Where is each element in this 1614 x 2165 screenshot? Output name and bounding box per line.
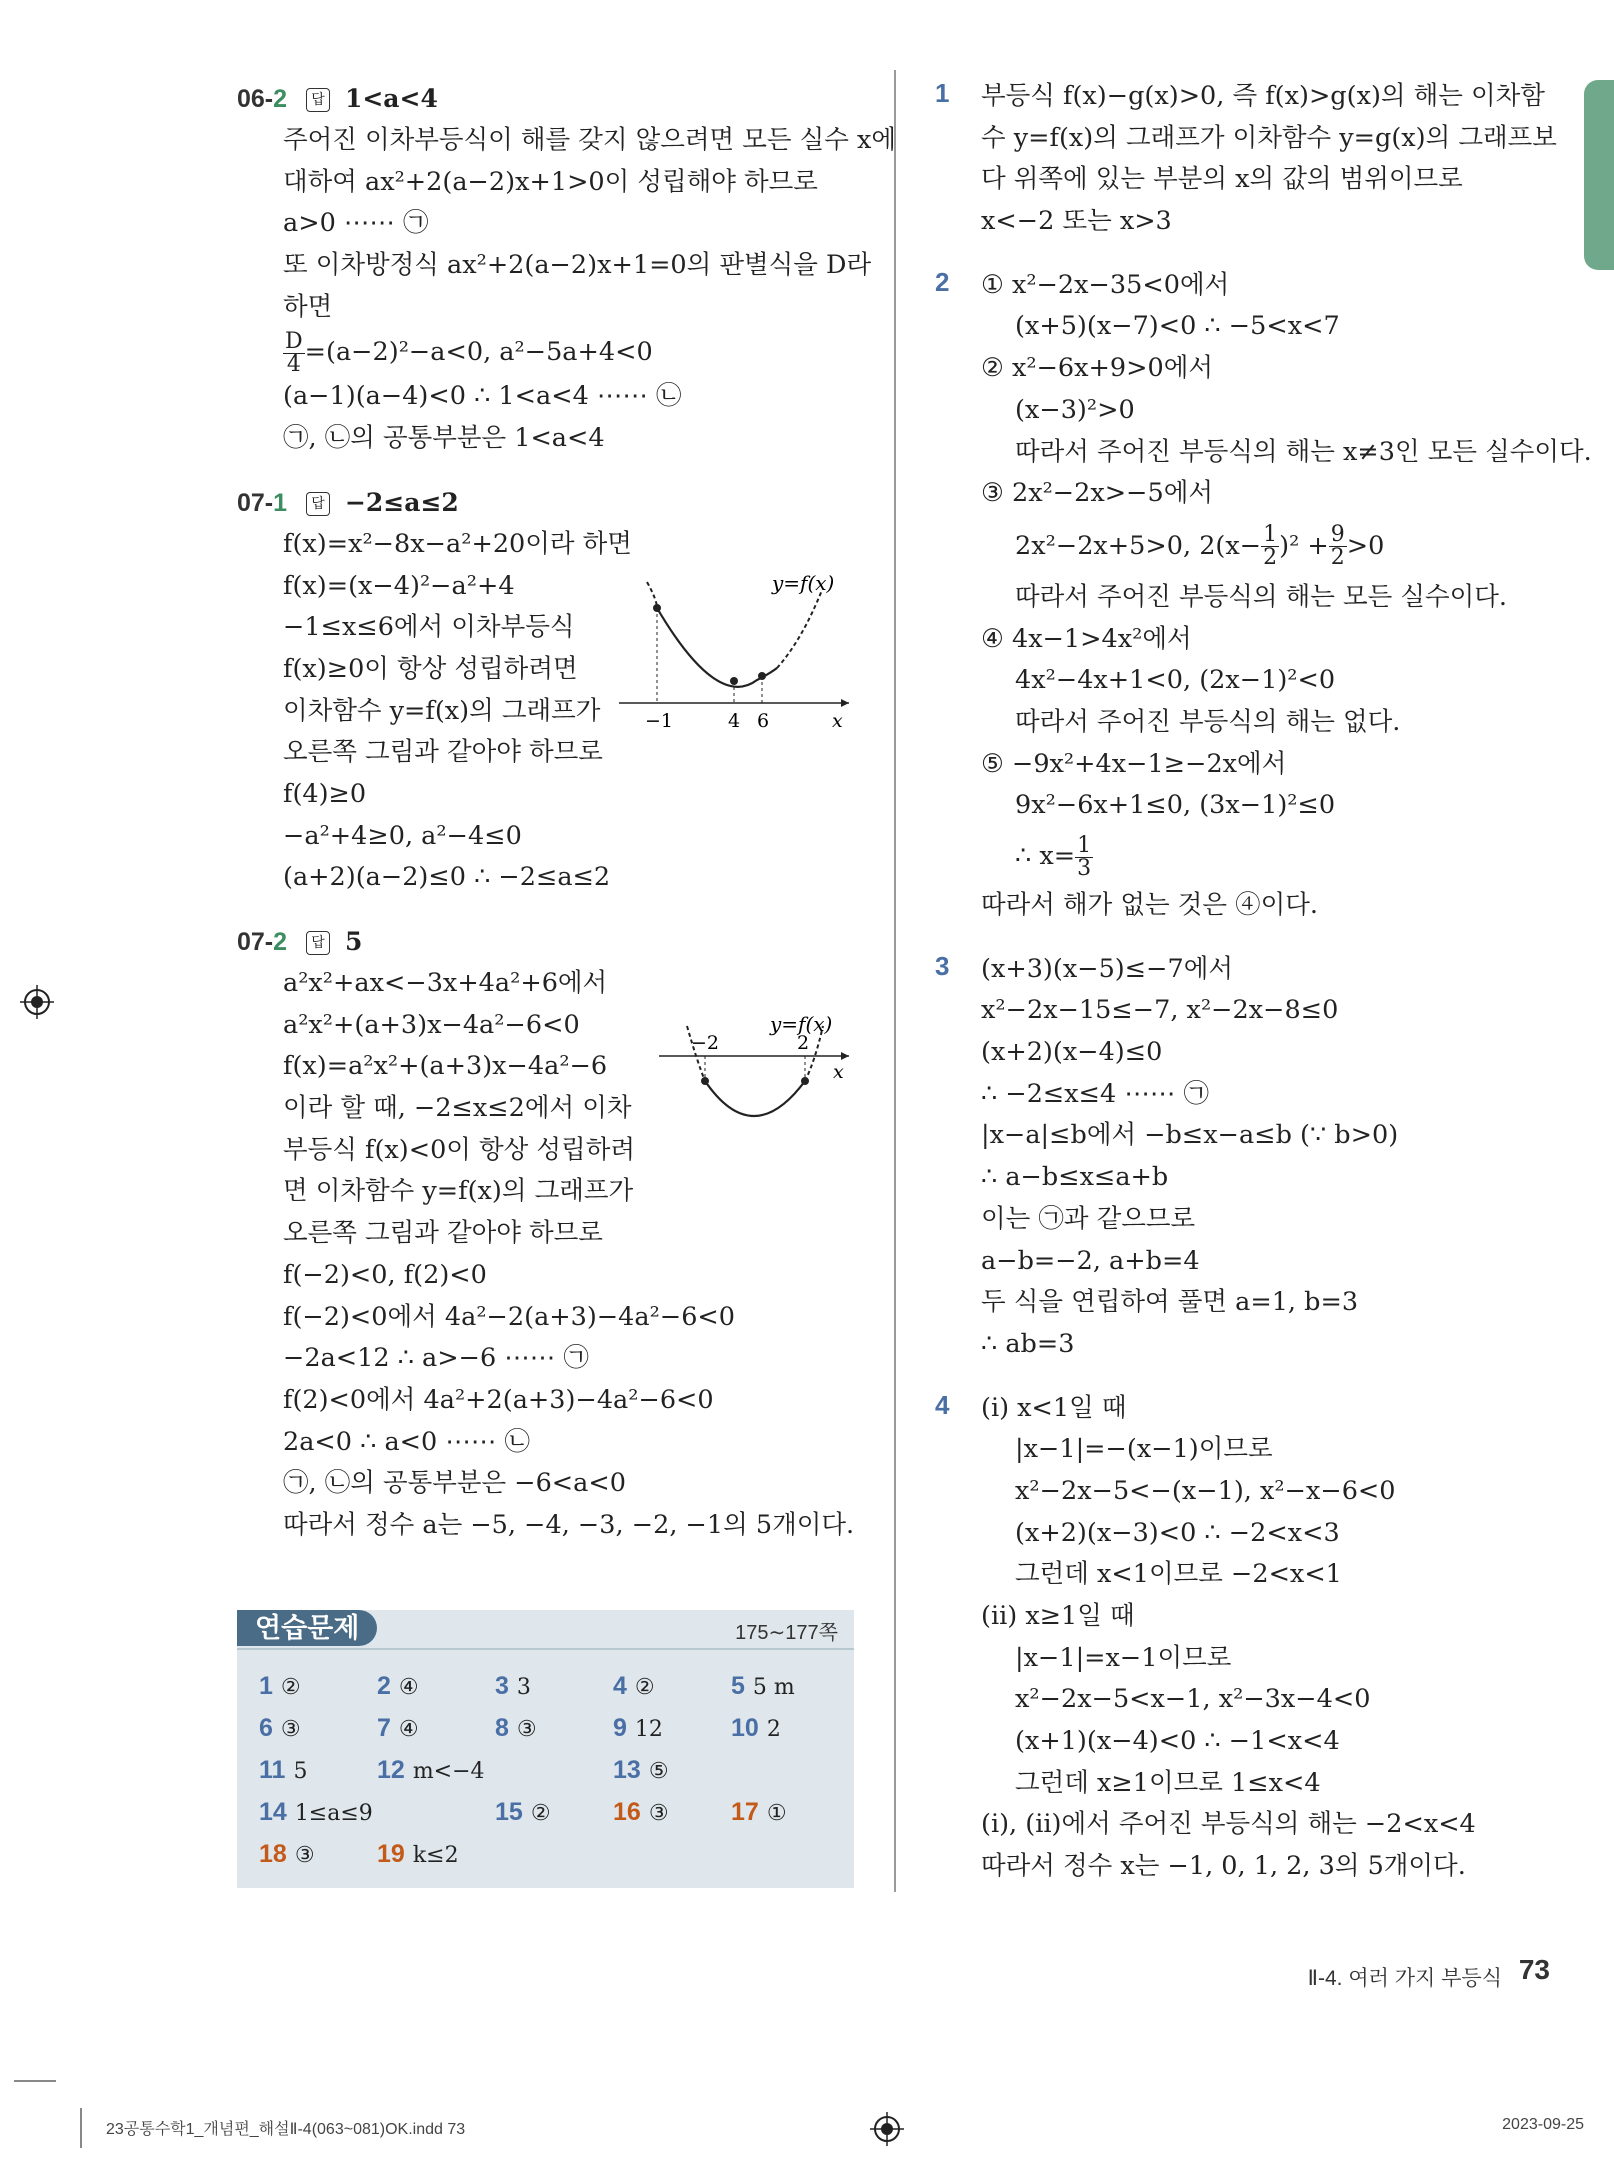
practice-answer: 10 2 <box>731 1714 781 1742</box>
text-line: ∴ ab=3 <box>981 1328 1075 1359</box>
text-line: ㉠, ㉡의 공통부분은 −6<a<0 <box>283 1468 626 1499</box>
crop-mark <box>14 2080 56 2082</box>
text-line: ② x²−6x+9>0에서 <box>981 353 1213 384</box>
axis-label: x <box>833 1061 844 1083</box>
point <box>653 604 661 612</box>
problem-header: 07-2 답 5 <box>237 927 363 956</box>
curve-dashed-left <box>647 582 657 608</box>
practice-answers-box <box>237 1610 854 1888</box>
answer-badge: 답 <box>306 492 330 516</box>
text-line: 따라서 주어진 부등식의 해는 없다. <box>1015 706 1401 737</box>
practice-answer: 16 ③ <box>613 1798 669 1826</box>
problem-header: 06-2 답 1<a<4 <box>237 84 438 113</box>
chapter-tab <box>1584 80 1614 270</box>
text-line: f(−2)<0, f(2)<0 <box>283 1259 487 1290</box>
fraction: $\frac{1}{3}$ <box>1077 832 1092 881</box>
text-line: ㉠, ㉡의 공통부분은 1<a<4 <box>283 423 605 454</box>
text-line: −a²+4≥0, a²−4≤0 <box>283 820 522 851</box>
practice-answer: 13 ⑤ <box>613 1756 669 1784</box>
text-line: (ⅰ), (ⅱ)에서 주어진 부등식의 해는 −2<x<4 <box>981 1809 1476 1840</box>
text-line: 오른쪽 그림과 같아야 하므로 <box>283 1218 603 1249</box>
solution-07-1 <box>237 482 857 899</box>
parabola-graph <box>657 1011 857 1151</box>
column-divider <box>894 70 896 1892</box>
problem-number: 3 <box>935 950 950 981</box>
answer-badge: 답 <box>306 88 330 112</box>
problem-number: 4 <box>935 1389 950 1420</box>
solution-06-2 <box>237 78 897 460</box>
point <box>758 672 766 680</box>
axis-label: x <box>832 709 843 732</box>
text-line: x²−2x−5<−(x−1), x²−x−6<0 <box>1015 1475 1396 1506</box>
text-line: (x+2)(x−3)<0 ∴ −2<x<3 <box>1015 1517 1340 1548</box>
text-line: (a+2)(a−2)≤0 ∴ −2≤a≤2 <box>283 862 611 893</box>
text-line: (x+1)(x−4)<0 ∴ −1<x<4 <box>1015 1726 1340 1757</box>
answer-value: −2≤a≤2 <box>344 487 459 517</box>
text-line: a²x²+(a+3)x−4a²−6<0 <box>283 1009 580 1040</box>
practice-answer: 6 ③ <box>259 1714 301 1742</box>
answer-badge: 답 <box>306 931 330 955</box>
page-number: 73 <box>1518 1954 1550 1985</box>
practice-answer: 9 12 <box>613 1714 663 1742</box>
text-line: |x−1|=x−1이므로 <box>1015 1642 1232 1673</box>
text-line: ∴ a−b≤x≤a+b <box>981 1162 1169 1193</box>
text-line: 대하여 ax²+2(a−2)x+1>0이 성립해야 하므로 <box>283 166 818 197</box>
text-line: 따라서 주어진 부등식의 해는 x≠3인 모든 실수이다. <box>1015 436 1592 467</box>
curve-dashed-right <box>777 590 822 668</box>
text-line: f(x)=a²x²+(a+3)x−4a²−6 <box>283 1051 608 1082</box>
section-title: Ⅱ-4. 여러 가지 부등식 <box>1307 1967 1502 1990</box>
right-column <box>935 76 1592 1888</box>
text-line: ① x²−2x−35<0에서 <box>981 269 1230 300</box>
text-line: 부등식 f(x)<0이 항상 성립하려 <box>283 1134 635 1165</box>
text-line: 따라서 정수 a는 −5, −4, −3, −2, −1의 5개이다. <box>283 1509 855 1540</box>
text-line: a²x²+ax<−3x+4a²+6에서 <box>283 968 608 998</box>
practice-answer: 15 ② <box>495 1798 551 1826</box>
text-line: 9x²−6x+1≤0, (3x−1)²≤0 <box>1015 790 1336 821</box>
text-line: 이는 ㉠과 같으므로 <box>981 1203 1196 1234</box>
practice-answer: 17 ① <box>731 1798 787 1826</box>
x-axis-arrow <box>841 699 849 707</box>
tick-label: 2 <box>797 1032 810 1054</box>
practice-pages: 175∼177쪽 <box>735 1622 838 1644</box>
text-line: 2a<0 ∴ a<0 ⋯⋯ ㉡ <box>283 1426 530 1457</box>
text-line: |x−a|≤b에서 −b≤x−a≤b (∵ b>0) <box>981 1120 1399 1151</box>
solution-2 <box>935 265 1592 927</box>
x-axis-arrow <box>841 1052 849 1060</box>
text-line: 그런데 x<1이므로 −2<x<1 <box>1015 1559 1342 1590</box>
text-line: x<−2 또는 x>3 <box>981 206 1172 237</box>
point <box>701 1077 709 1085</box>
crop-mark <box>80 2108 82 2148</box>
text-line: |x−1|=−(x−1)이므로 <box>1015 1434 1273 1465</box>
practice-answer: 2 ④ <box>377 1672 419 1700</box>
text-line: x²−2x−15≤−7, x²−2x−8≤0 <box>981 995 1339 1026</box>
curve-label: y=f(x) <box>772 570 835 595</box>
text-line: f(x)=x²−8x−a²+20이라 하면 <box>283 528 632 559</box>
text-line: f(−2)<0에서 4a²−2(a+3)−4a²−6<0 <box>283 1301 736 1332</box>
problem-header: 07-1 답 −2≤a≤2 <box>237 487 459 517</box>
print-date: 2023-09-25 <box>1502 2116 1584 2133</box>
text-line: ∴ x= $\frac{1}{3}$ <box>1015 832 1092 881</box>
practice-answer: 11 5 <box>259 1756 308 1784</box>
answer-value: 5 <box>344 927 363 956</box>
text-line: f(x)=(x−4)²−a²+4 <box>283 570 515 601</box>
text-line: 하면 <box>283 291 333 322</box>
text-line: f(2)<0에서 4a²+2(a+3)−4a²−6<0 <box>283 1384 714 1415</box>
solution-07-2 <box>237 921 857 1547</box>
text-line: 그런데 x≥1이므로 1≤x<4 <box>1015 1767 1321 1798</box>
fraction: $\frac{9}{2}$ <box>1330 522 1345 571</box>
text-line: ⑤ −9x²+4x−1≥−2x에서 <box>981 748 1287 779</box>
text-line: (x+5)(x−7)<0 ∴ −5<x<7 <box>1015 311 1340 342</box>
text-line: (ⅱ) x≥1일 때 <box>981 1601 1135 1631</box>
solution-1 <box>935 76 1570 243</box>
text-line: 따라서 정수 x는 −1, 0, 1, 2, 3의 5개이다. <box>981 1851 1466 1882</box>
practice-answer: 18 ③ <box>259 1840 315 1868</box>
text-line: −2a<12 ∴ a>−6 ⋯⋯ ㉠ <box>283 1343 589 1374</box>
registration-mark-icon <box>20 985 54 1019</box>
solution-3 <box>935 949 1570 1366</box>
tick-label: 6 <box>757 709 770 732</box>
text-line: (a−1)(a−4)<0 ∴ 1<a<4 ⋯⋯ ㉡ <box>283 381 682 412</box>
text-line: a>0 ⋯⋯ ㉠ <box>283 208 429 239</box>
left-column <box>237 78 897 1547</box>
practice-answer: 14 1≤a≤9 <box>259 1798 373 1826</box>
text-line: ④ 4x−1>4x²에서 <box>981 623 1192 654</box>
tick-label: −2 <box>691 1032 720 1054</box>
practice-answer: 1 ② <box>259 1672 301 1700</box>
text-line: (ⅰ) x<1일 때 <box>981 1392 1127 1423</box>
practice-title: 연습문제 <box>237 1610 377 1646</box>
problem-number: 2 <box>935 266 950 297</box>
text-line: a−b=−2, a+b=4 <box>981 1245 1200 1276</box>
text-line: f(x)≥0이 항상 성립하려면 <box>283 653 578 684</box>
point <box>801 1077 809 1085</box>
text-line: $\frac{D}{4}$ =(a−2)²−a<0, a²−5a+4<0 <box>285 328 653 377</box>
curve-label: y=f(x) <box>770 1012 833 1036</box>
text-line: f(4)≥0 <box>283 778 367 809</box>
fraction: $\frac{1}{2}$ <box>1263 522 1278 571</box>
text-line: 이라 할 때, −2≤x≤2에서 이차 <box>283 1093 632 1124</box>
text-line: (x+2)(x−4)≤0 <box>981 1037 1163 1068</box>
text-line: 2x²−2x+5>0, 2(x− $\frac{1}{2}$ )² + $\frac{9}{2}$ >0 <box>1015 522 1385 571</box>
print-file-info: 23공통수학1_개념편_해설Ⅱ-4(063~081)OK.indd 73 <box>106 2121 466 2138</box>
practice-answer: 19 k≤2 <box>377 1840 459 1868</box>
text-line: 따라서 주어진 부등식의 해는 모든 실수이다. <box>1015 581 1508 612</box>
text-line: 두 식을 연립하여 풀면 a=1, b=3 <box>981 1287 1359 1318</box>
parabola-graph <box>617 560 857 740</box>
text-line: 따라서 해가 없는 것은 ④이다. <box>981 890 1318 920</box>
tick-label: −1 <box>645 709 674 732</box>
solution-4 <box>935 1388 1570 1888</box>
problem-number: 1 <box>935 78 950 108</box>
point <box>730 677 738 685</box>
text-line: 또 이차방정식 ax²+2(a−2)x+1=0의 판별식을 D라 <box>283 250 872 281</box>
text-line: ∴ −2≤x≤4 ⋯⋯ ㉠ <box>981 1078 1209 1109</box>
text-line: (x+3)(x−5)≤−7에서 <box>981 953 1233 984</box>
text-line: 부등식 f(x)−g(x)>0, 즉 f(x)>g(x)의 해는 이차함 <box>981 81 1545 111</box>
text-line: 면 이차함수 y=f(x)의 그래프가 <box>283 1176 634 1207</box>
practice-answer: 3 3 <box>495 1672 531 1700</box>
text-line: 4x²−4x+1<0, (2x−1)²<0 <box>1015 665 1336 696</box>
practice-answer: 8 ③ <box>495 1714 537 1742</box>
practice-answer: 5 5 m <box>731 1672 795 1700</box>
text-line: x²−2x−5<x−1, x²−3x−4<0 <box>1015 1684 1371 1715</box>
practice-answer: 12 m<−4 <box>377 1756 485 1784</box>
text-line: (x−3)²>0 <box>1015 394 1135 425</box>
text-line: 이차함수 y=f(x)의 그래프가 <box>283 695 601 726</box>
text-line: 주어진 이차부등식이 해를 갖지 않으려면 모든 실수 x에 <box>283 125 897 155</box>
practice-answer: 7 ④ <box>377 1714 419 1742</box>
tick-label: 4 <box>728 709 741 732</box>
text-line: 오른쪽 그림과 같아야 하므로 <box>283 737 603 768</box>
text-line: −1≤x≤6에서 이차부등식 <box>283 612 575 643</box>
registration-mark-icon <box>870 2112 904 2146</box>
practice-answer: 4 ② <box>613 1672 655 1700</box>
fraction: $\frac{D}{4}$ <box>285 328 303 377</box>
text-line: 다 위쪽에 있는 부분의 x의 값의 범위이므로 <box>981 164 1463 195</box>
text-line: 수 y=f(x)의 그래프가 이차함수 y=g(x)의 그래프보 <box>981 122 1557 153</box>
curve-solid <box>705 1081 805 1116</box>
answer-value: 1<a<4 <box>344 84 438 113</box>
text-line: ③ 2x²−2x>−5에서 <box>981 478 1213 509</box>
